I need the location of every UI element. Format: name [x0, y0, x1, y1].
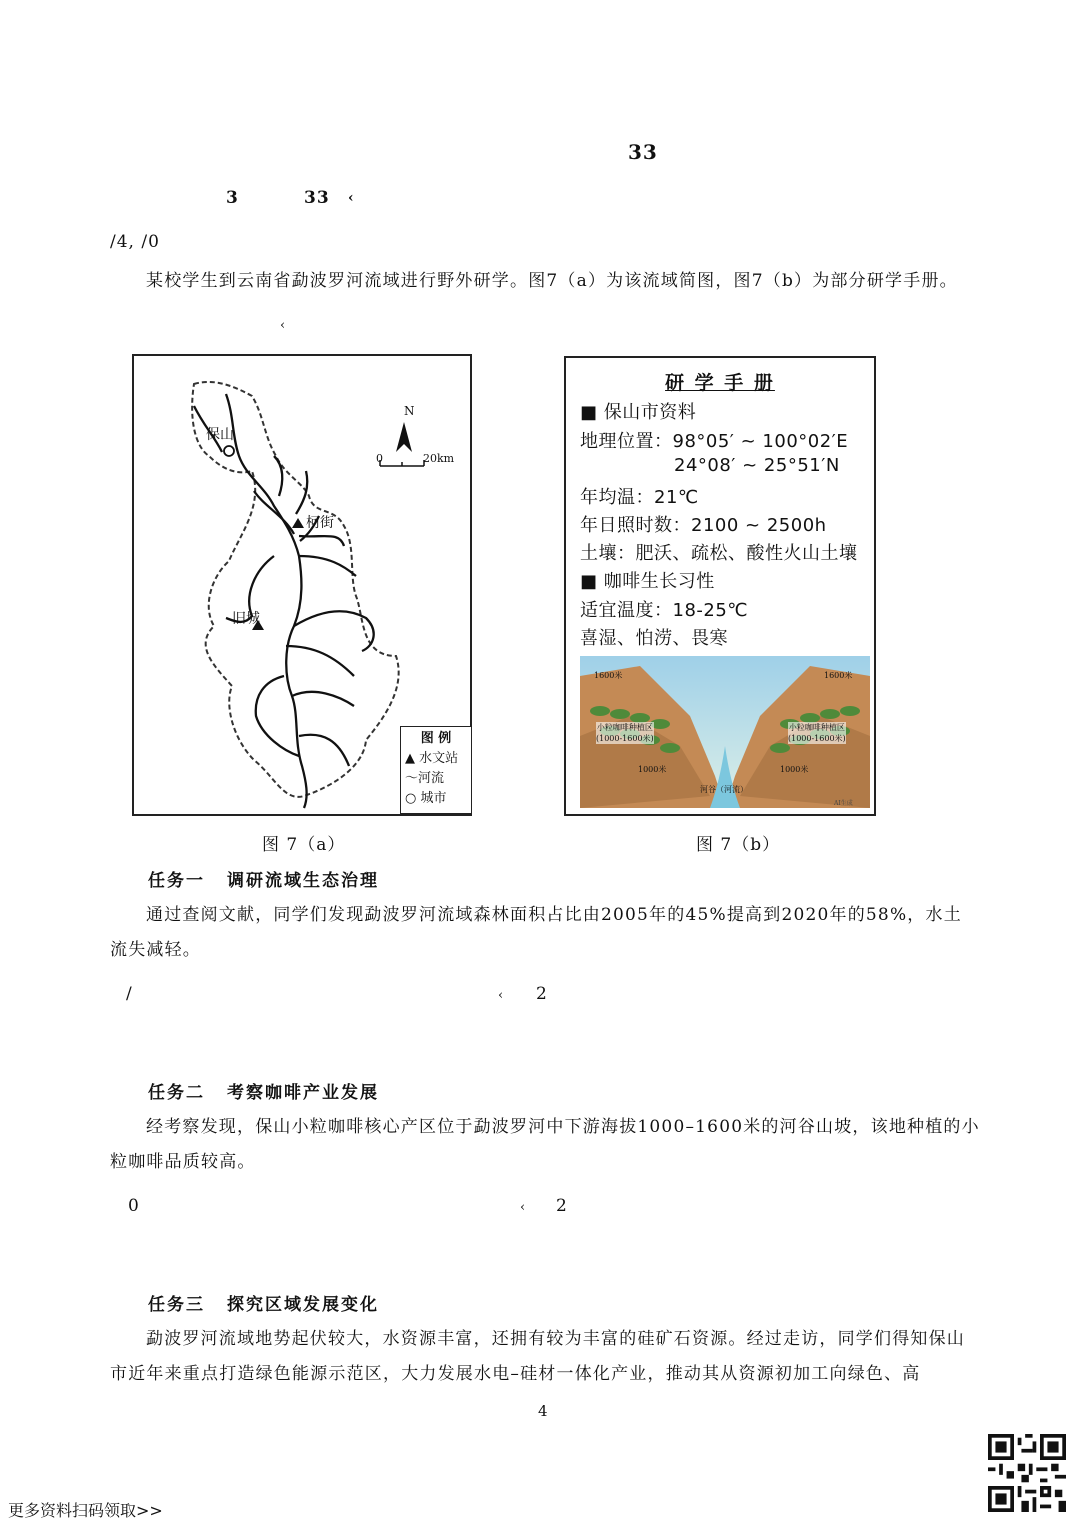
handbook-soil: 土壤：肥沃、疏松、酸性火山土壤	[580, 543, 858, 564]
figure-mark: ‹	[280, 318, 287, 333]
scale-end: 20km	[423, 452, 455, 465]
header-fragment-a: 3	[226, 188, 239, 208]
question-number: 33	[628, 140, 658, 164]
legend-city: ○ 城市	[405, 791, 447, 806]
scale-start: 0	[376, 452, 383, 465]
task3-heading: 任务三 探究区域发展变化	[148, 1295, 379, 1315]
footer-link[interactable]: 更多资料扫码领取>>	[8, 1501, 163, 1520]
task2-question-mark: ‹	[520, 1200, 527, 1215]
map-legend	[400, 726, 472, 814]
task2-heading: 任务二 考察咖啡产业发展	[148, 1083, 379, 1103]
handbook-sunshine: 年日照时数：2100 ~ 2500h	[580, 515, 827, 536]
task1-question-prefix: /	[126, 984, 133, 1004]
handbook-latitude: 24°08′ ~ 25°51′N	[674, 455, 840, 476]
qr-code-icon[interactable]	[988, 1434, 1066, 1512]
illus-label-zone-right: 小粒咖啡种植区 (1000-1600米)	[788, 723, 846, 743]
handbook-suitable-temp: 适宜温度：18-25℃	[580, 600, 749, 621]
figure-7b-handbook	[564, 356, 876, 816]
task2-question-prefix: 0	[128, 1196, 140, 1216]
illus-label-mid-right: 1000米	[780, 765, 809, 774]
handbook-temperature: 年均温：21℃	[580, 487, 699, 508]
river-icon: 〜	[405, 771, 419, 786]
legend-river: 〜河流	[405, 771, 445, 786]
illus-label-mid-left: 1000米	[638, 765, 667, 774]
task1-score: 2	[536, 984, 548, 1004]
legend-title: 图 例	[420, 731, 452, 746]
task3-paragraph: 勐波罗河流域地势起伏较大，水资源丰富，还拥有较为丰富的硅矿石资源。经过走访，同学们得知保山市近年来重点打造绿色能源示范区，大力发展水电–硅材一体化产业，推动其从资源初加工向绿色、高	[110, 1329, 965, 1384]
figure-7b-caption: 图 7（b）	[696, 835, 781, 855]
legend-station: ▲ 水文站	[405, 751, 459, 766]
illus-label-top-right: 1600米	[824, 671, 853, 680]
station-marker	[292, 518, 304, 528]
handbook-section-coffee: ■ 咖啡生长习性	[580, 571, 715, 592]
handbook-habit: 喜湿、怕涝、畏寒	[580, 628, 728, 649]
north-arrow-icon	[396, 422, 412, 452]
handbook-section-baoshan: ■ 保山市资料	[580, 402, 697, 423]
task1-heading: 任务一 调研流域生态治理	[148, 871, 379, 891]
task1-paragraph: 通过查阅文献，同学们发现勐波罗河流域森林面积占比由2005年的45%提高到2020年的58%，水土流失减轻。	[110, 905, 962, 960]
city-label-kejie: 柯街	[306, 515, 334, 531]
illus-label-valley: 河谷（河流）	[700, 785, 748, 794]
city-label-baoshan: 保山	[206, 427, 234, 443]
header-fragment-b: 33	[304, 188, 330, 208]
figure-7a-caption: 图 7（a）	[262, 835, 346, 855]
city-marker	[224, 446, 234, 456]
handbook-title: 研 学 手 册	[665, 372, 775, 394]
city-label-jiucheng: 旧城	[232, 611, 260, 627]
figure-7a-map	[132, 354, 472, 816]
illus-label-zone-left: 小粒咖啡种植区 (1000-1600米)	[596, 723, 654, 743]
intro-paragraph: 某校学生到云南省勐波罗河流域进行野外研学。图7（a）为该流域简图，图7（b）为部分研学手册。	[146, 271, 958, 291]
task1-question-mark: ‹	[498, 988, 505, 1003]
handbook-location: 地理位置：98°05′ ~ 100°02′E	[580, 431, 849, 452]
task2-score: 2	[556, 1196, 568, 1216]
header-line3: /4, /0	[110, 232, 160, 252]
illus-label-top-left: 1600米	[594, 671, 623, 680]
page-number: 4	[538, 1402, 549, 1420]
illus-credit: AI生成	[834, 800, 853, 807]
header-mark: ‹	[348, 190, 355, 206]
north-label: N	[404, 404, 415, 418]
task2-paragraph: 经考察发现，保山小粒咖啡核心产区位于勐波罗河中下游海拔1000–1600米的河谷山坡，该地种植的小粒咖啡品质较高。	[110, 1117, 980, 1172]
